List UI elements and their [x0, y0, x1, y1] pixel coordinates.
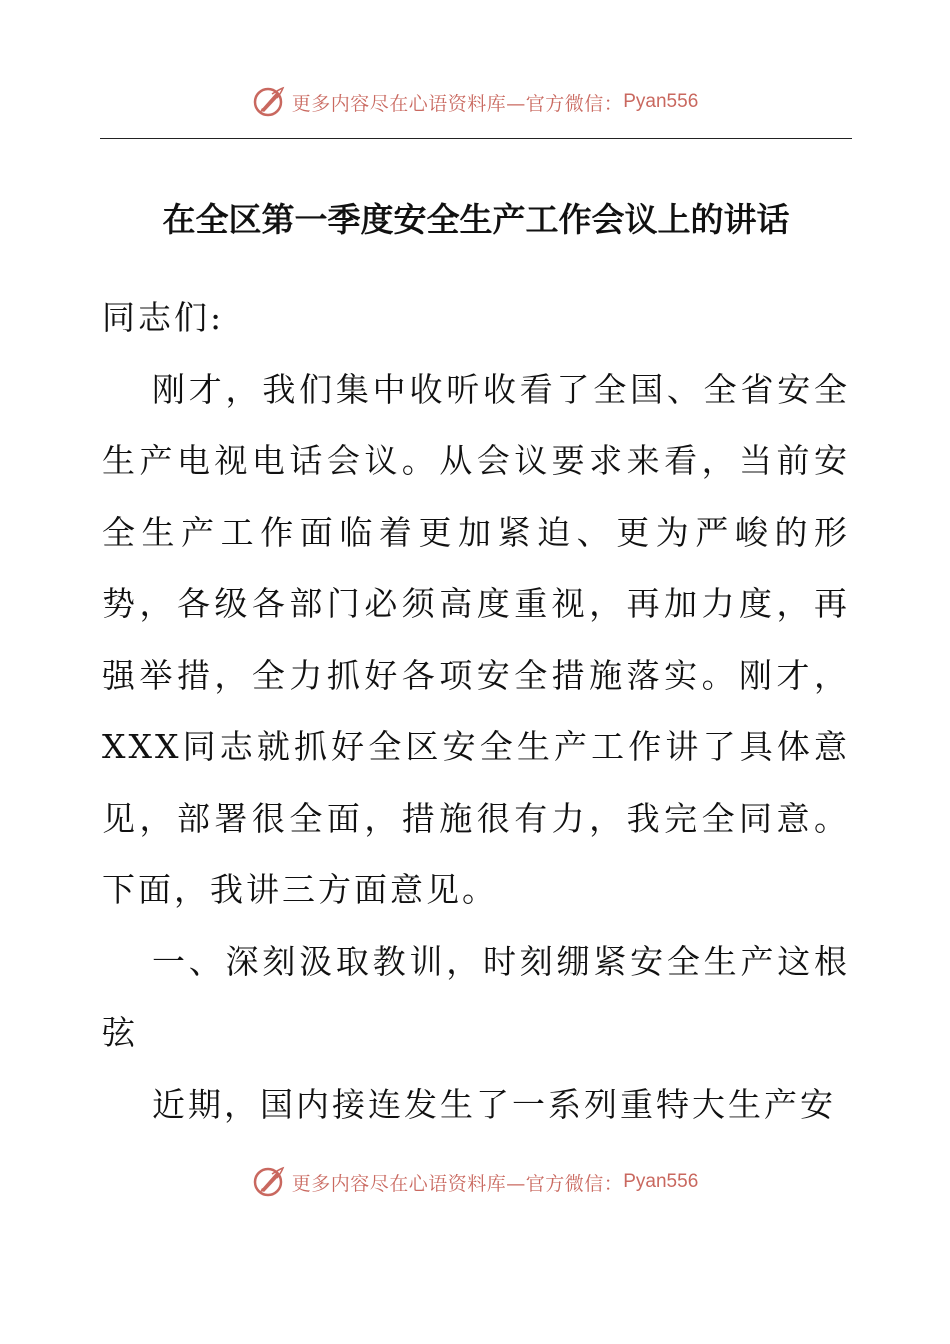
- body-paragraph-1: 刚才，我们集中收听收看了全国、全省安全生产电视电话会议。从会议要求来看，当前安全生产工作面临着更加紧迫、更为严峻的形势，各级各部门必须高度重视，再加力度，再强举措，全力抓好各项安全措施落实。刚才，XXX同志就抓好全区安全生产工作讲了具体意见，部署很全面，措施很有力，我完全同意。下面，我讲三方面意见。: [102, 369, 850, 909]
- body-paragraph-2: 近期，国内接连发生了一系列重特大生产安: [152, 1084, 836, 1124]
- banner-wechat-id: Pyan556: [623, 91, 699, 112]
- header-banner: [0, 82, 950, 122]
- banner-wechat-id: Pyan556: [623, 1171, 699, 1192]
- header-divider: [100, 138, 852, 139]
- section-heading-1: 一、深刻汲取教训，时刻绷紧安全生产这根弦: [102, 941, 850, 1052]
- footer-banner: [0, 1162, 950, 1202]
- banner-text: 更多内容尽在心语资料库—官方微信：: [291, 1172, 624, 1195]
- document-title: 在全区第一季度安全生产工作会议上的讲话: [162, 200, 790, 239]
- quill-pen-logo-icon: [252, 1165, 286, 1199]
- quill-pen-logo-icon: [252, 85, 286, 119]
- document-body: [102, 282, 850, 1140]
- salutation: 同志们:: [102, 298, 225, 337]
- banner-text: 更多内容尽在心语资料库—官方微信：: [291, 92, 624, 115]
